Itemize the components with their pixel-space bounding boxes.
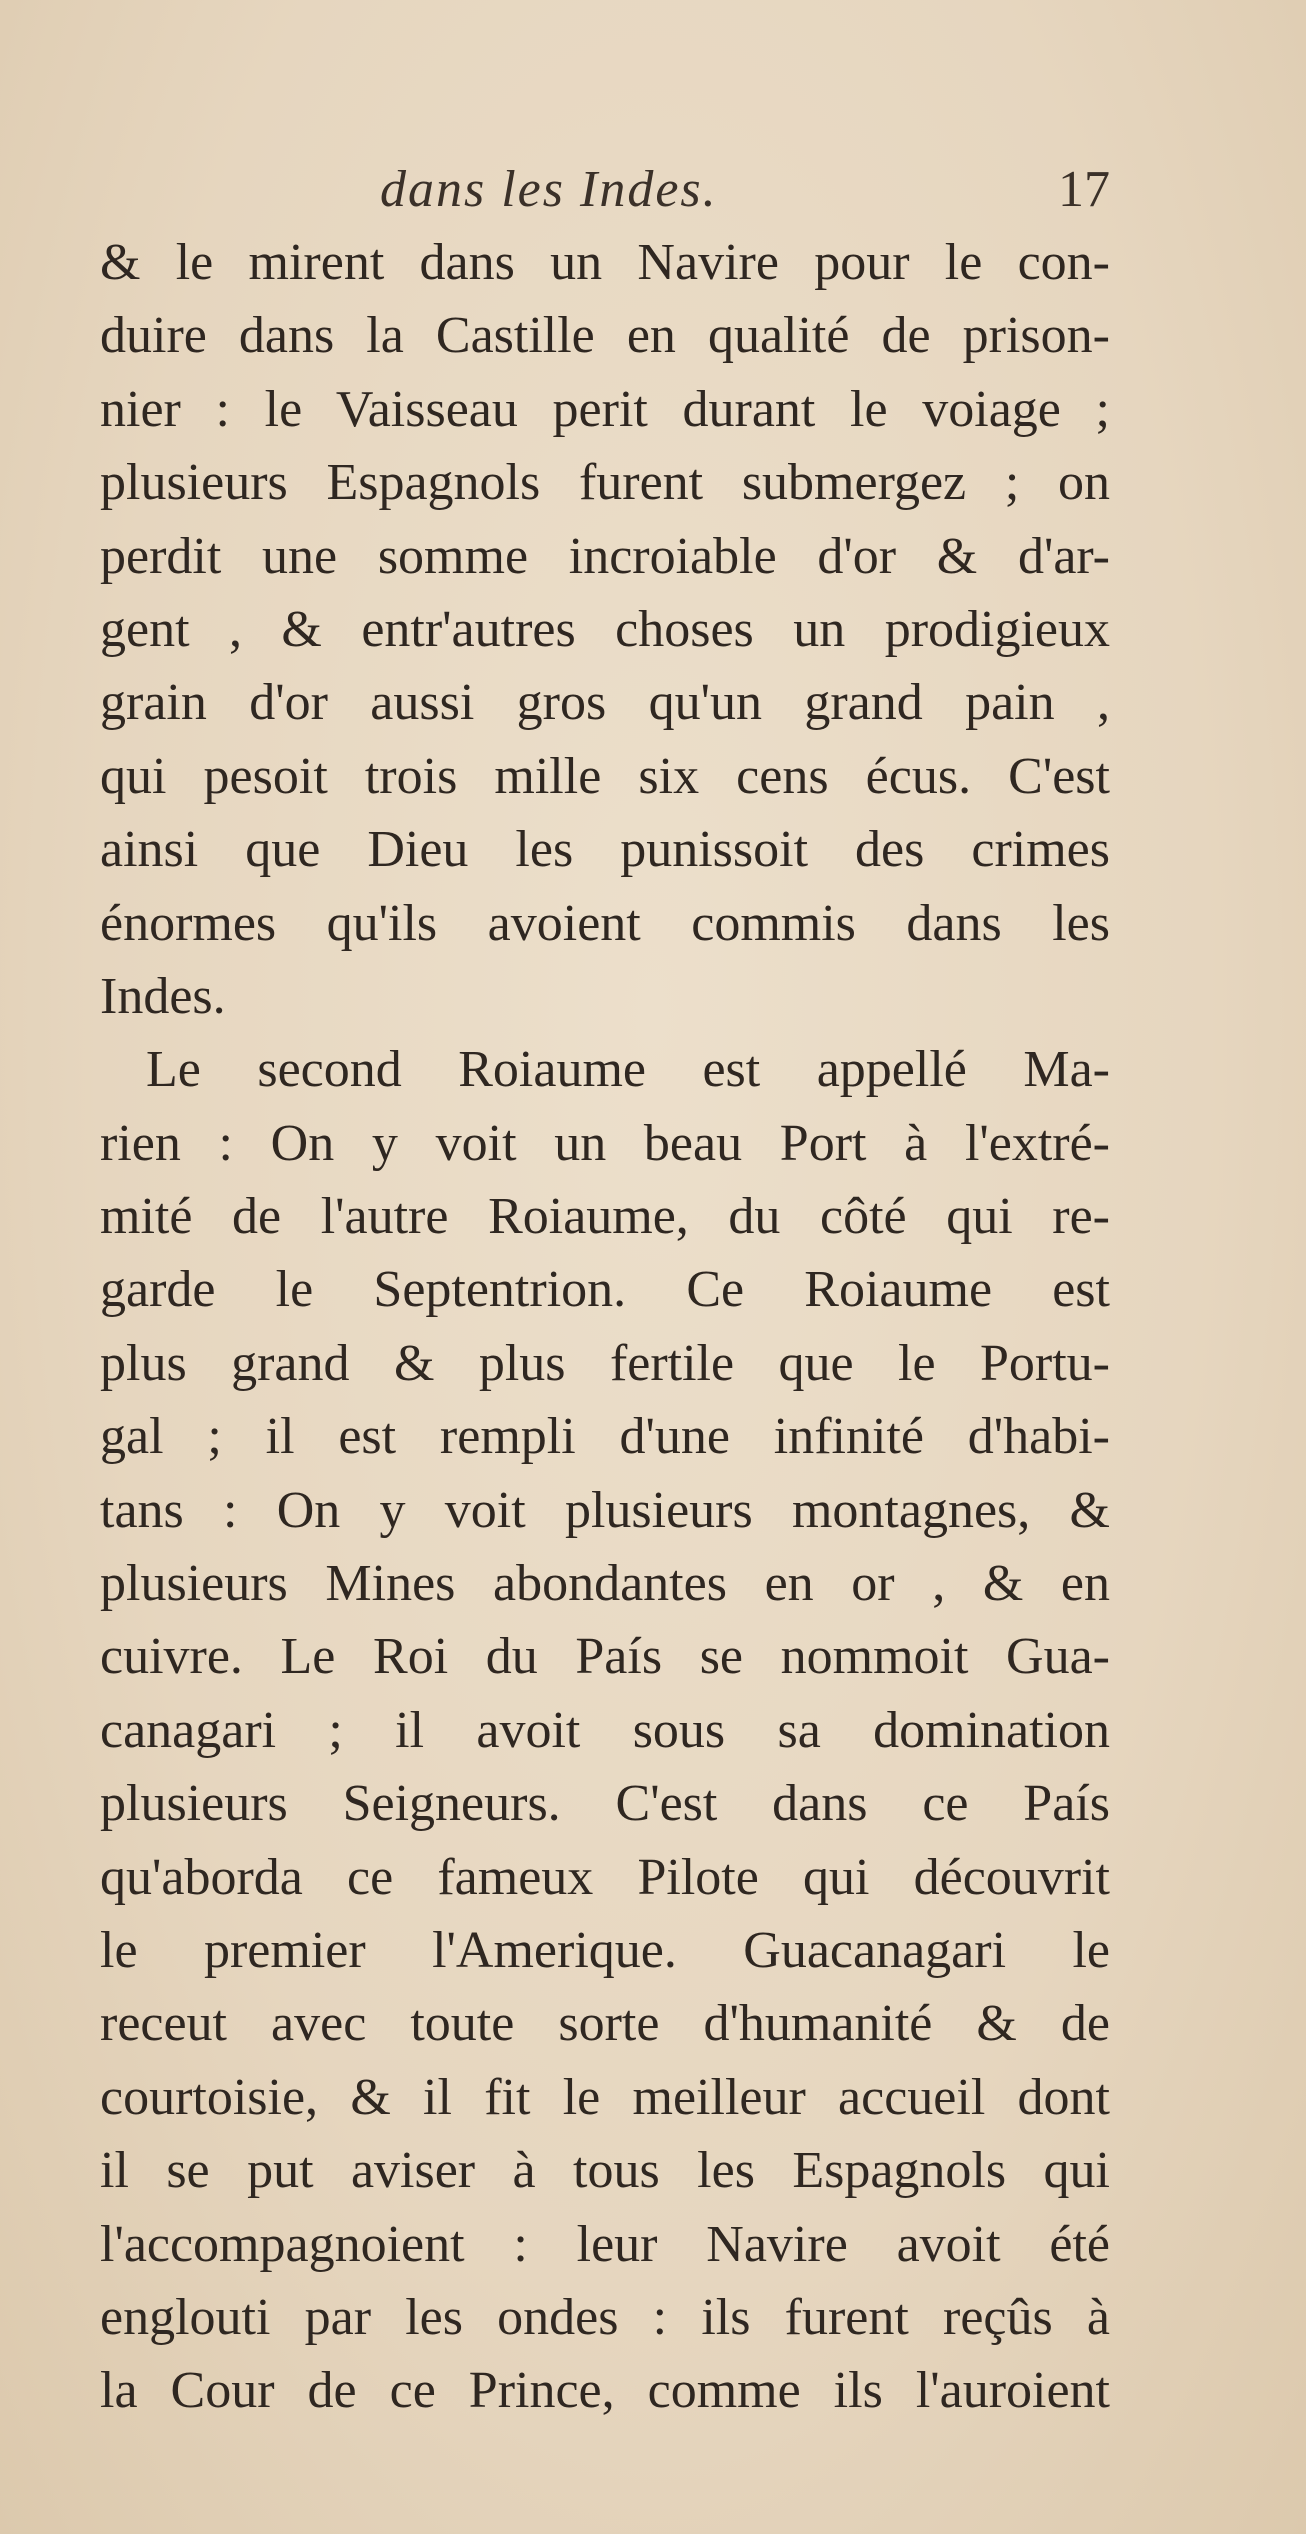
text-line: plusieurs Mines abondantes en or , & en bbox=[100, 1555, 1110, 1613]
text-line: ainsi que Dieu les punissoit des crimes bbox=[100, 821, 1110, 879]
text-line: plusieurs Espagnols furent submergez ; on bbox=[100, 454, 1110, 512]
page-number: 17 bbox=[1058, 161, 1110, 218]
text-line: nier : le Vaisseau perit durant le voiage ; bbox=[100, 380, 1110, 438]
text-line: qu'aborda ce fameux Pilote qui découvrit bbox=[100, 1848, 1110, 1906]
text-line: énormes qu'ils avoient commis dans les bbox=[100, 894, 1110, 952]
text-line: tans : On y voit plusieurs montagnes, & bbox=[100, 1481, 1110, 1539]
text-line: rien : On y voit un beau Port à l'extré- bbox=[100, 1114, 1110, 1172]
text-line: canagari ; il avoit sous sa domination bbox=[100, 1701, 1110, 1759]
running-head: dans les Indes. bbox=[380, 161, 718, 218]
text-line: mité de l'autre Roiaume, du côté qui re- bbox=[100, 1188, 1110, 1246]
text-line: le premier l'Amerique. Guacanagari le bbox=[100, 1921, 1110, 1979]
text-line: duire dans la Castille en qualité de prison- bbox=[100, 307, 1110, 365]
text-line: il se put aviser à tous les Espagnols qui bbox=[100, 2142, 1110, 2200]
text-line: englouti par les ondes : ils furent reçûs à bbox=[100, 2288, 1110, 2346]
text-line: plusieurs Seigneurs. C'est dans ce País bbox=[100, 1775, 1110, 1833]
text-line: qui pesoit trois mille six cens écus. C'est bbox=[100, 747, 1110, 805]
text-line: receut avec toute sorte d'humanité & de bbox=[100, 1995, 1110, 2053]
text-line: gent , & entr'autres choses un prodigieux bbox=[100, 600, 1110, 658]
text-line: perdit une somme incroiable d'or & d'ar- bbox=[100, 527, 1110, 585]
page-header bbox=[100, 160, 1110, 220]
text-line: Indes. bbox=[100, 967, 226, 1025]
text-line: grain d'or aussi gros qu'un grand pain , bbox=[100, 674, 1110, 732]
text-line: la Cour de ce Prince, comme ils l'auroient bbox=[100, 2362, 1110, 2420]
text-line: & le mirent dans un Navire pour le con- bbox=[100, 234, 1110, 291]
text-line: garde le Septentrion. Ce Roiaume est bbox=[100, 1261, 1110, 1319]
text-line: gal ; il est rempli d'une infinité d'habi- bbox=[100, 1408, 1110, 1466]
text-line: cuivre. Le Roi du País se nommoit Gua- bbox=[100, 1628, 1110, 1686]
text-line: l'accompagnoient : leur Navire avoit été bbox=[100, 2215, 1110, 2273]
text-line: Le second Roiaume est appellé Ma- bbox=[146, 1041, 1110, 1099]
text-line: plus grand & plus fertile que le Portu- bbox=[100, 1334, 1110, 1392]
body-text bbox=[100, 226, 1110, 2428]
text-line: courtoisie, & il fit le meilleur accueil dont bbox=[100, 2068, 1110, 2126]
